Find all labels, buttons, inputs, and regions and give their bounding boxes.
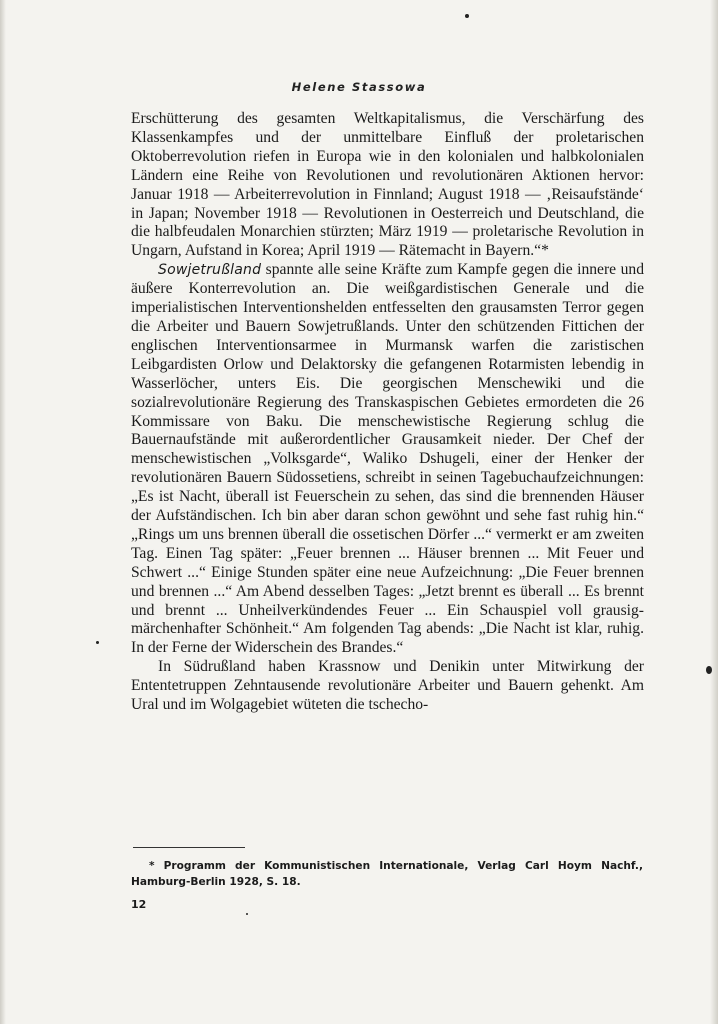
- ink-speck: [706, 666, 712, 674]
- paragraph-3: In Südrußland haben Krassnow und Denikin unter Mitwirkung der Ententetruppen Zehntausende revolutionäre Arbeiter und Bauern gehenkt. Am Ural und im Wolgagebiet wüteten die tschecho-: [131, 658, 644, 714]
- footnote-separator: [133, 847, 245, 848]
- paragraph-2: [131, 261, 644, 658]
- paragraph-1: Erschütterung des gesamten Weltkapitalismus, die Verschärfung des Klassenkampfes und der unmittelbare Einfluß der proletarischen Oktoberrevolution riefen in Europa wie in den kolonialen und halbkolonialen Ländern eine Reihe von Revolutionen und revolutionären Aktionen hervor: Januar 1918 — Arbeiterrevolution in Finnland; August 1918 — ‚Reisaufstände‘ in Japan; November 1918 — Revolutionen in Oesterreich und Deutschland, die die halbfeudalen Monarchien stürzten; März 1919 — proletarische Revolution in Ungarn, Aufstand in Korea; April 1919 — Rätemacht in Bayern.“*: [131, 110, 644, 260]
- ink-speck: [465, 14, 469, 18]
- page-shadow-left: [0, 0, 6, 1024]
- ink-speck: [246, 913, 248, 915]
- page-number: 12: [131, 898, 147, 911]
- emphasized-term: Sowjetrußland: [158, 262, 262, 279]
- footnote-text: * Programm der Kommunistischen Internationale, Verlag Carl Hoym Nachf., Hamburg-Berlin 1928, S. 18.: [131, 860, 643, 888]
- footnote: [131, 858, 643, 890]
- running-header: Helene Stassowa: [291, 80, 427, 94]
- page-shadow-right: [710, 0, 718, 1024]
- ink-speck: [96, 641, 99, 644]
- main-text: [131, 110, 644, 715]
- paragraph-2-text: spannte alle seine Kräfte zum Kampfe gegen die innere und äußere Konterrevolution an. Die weißgardistischen Generale und die imperialistischen Interventionshelden entfesselten den grausamsten Terror gegen die Arbeiter und Bauern Sowjetrußlands. Unter den schützenden Fittichen der englischen Interventionsarmee in Murmansk warfen die zaristischen Leibgardisten Orlow und Delaktorsky die gefangenen Rotarmisten lebendig in Wasserlöcher, unters Eis. Die georgischen Menschewiki und die sozialrevolutionäre Regierung des Transkaspischen Gebietes ermordeten die 26 Kommissare von Baku. Die menschewistische Regierung schlug die Bauernaufstände mit außerordentlicher Grausamkeit nieder. Der Chef der menschewistischen „Volksgarde“, Waliko Dshugeli, einer der Henker der revolutionären Bauern Südossetiens, schreibt in seinen Tagebuchaufzeichnungen: „Es ist Nacht, überall ist Feuerschein zu sehen, das sind die brennenden Häuser der Aufständischen. Ich bin aber daran schon gewöhnt und sehe fast ruhig hin.“ „Rings um uns brennen überall die ossetischen Dörfer ...“ vermerkt er am zweiten Tag. Einen Tag später: „Feuer brennen ... Häuser brennen ... Mit Feuer und Schwert ...“ Einige Stunden später eine neue Aufzeichnung: „Die Feuer brennen und brennen ...“ Am Abend desselben Tages: „Jetzt brennt es überall ... Es brennt und brennt ... Unheilverkündendes Feuer ... Ein Schauspiel voll grausig-märchenhafter Schönheit.“ Am folgenden Tag abends: „Die Nacht ist klar, ruhig. In der Ferne der Widerschein des Brandes.“: [131, 261, 644, 657]
